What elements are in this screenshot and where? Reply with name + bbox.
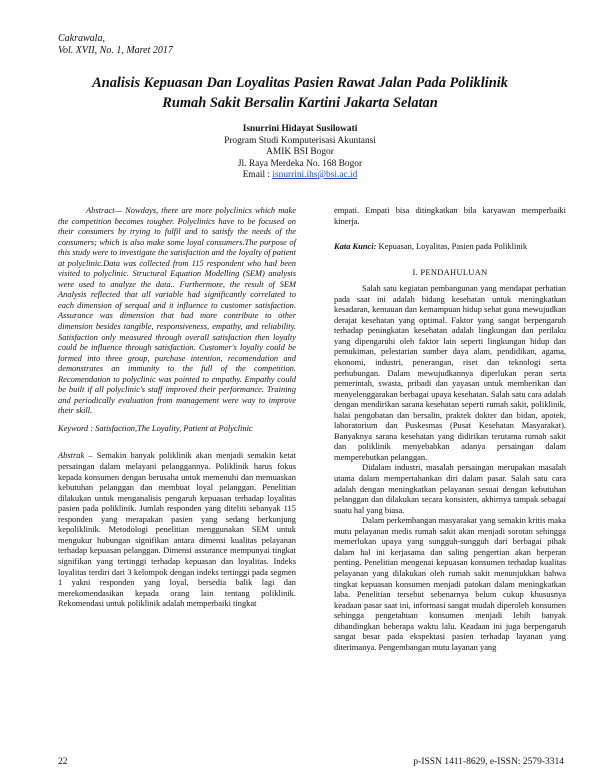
keywords-id-value: Kepuasan, Loyalitas, Pasien pada Poliklinik [376,241,528,252]
keywords-id-label: Kata Kunci: [334,241,377,252]
journal-header [58,33,173,57]
abstract-indonesian-continued: empati. Empati bisa ditingkatkan bila karyawan memperbaiki kinerja. [334,205,566,226]
journal-volume: Vol. XVII, No. 1, Maret 2017 [58,45,173,56]
title-line-2: Rumah Sakit Bersalin Kartini Jakarta Selatan [162,95,438,111]
abstract-id-body: – Semakin banyak poliklinik akan menjadi semakin ketat persaingan dalam melayani pelanggannya. Poliklinik harus fokus kepada konsumen dengan berusaha untuk memenuhi dan memuaskan kebutuhan pelanggan dan membuat loyal pelanggan. Penelitian dilakukan untuk menganalisis pengaruh kepuasan terhadap loyalitas pasien pada poliklinik. Jumlah responden yang diteliti sebanyak 115 responden yang merapakan pasien yang sedang berkunjung kepoliklinik. Metodologi penelitian menggunakan SEM untuk mengukur hubungan signifikan antara dimensi kualitas pelayanan terhadap kepuasan pelanggan. Dimensi assurance mempunyai tingkat signifikan yang tertinggi terhadap kepuasan dan loyalitas. Indeks loyalitas terdiri dari 3 kelompok dengan indeks tertinggi pada segmen 1 yakni responden yang loyal, bersedia balik lagi dan merekomendasikan kepada orang lain tentang poliklinik. Rekomendasi untuk poliklinik adalah memperbaiki tingkat [58,450,296,609]
email-label: Email : [242,170,273,180]
keywords-indonesian [334,241,566,252]
title-line-1: Analisis Kepuasan Dan Loyalitas Pasien Rawat Jalan Pada Poliklinik [92,75,508,91]
body-paragraph: Didalam industri, masalah persaingan merupakan masalah utama dalam mempertahankan diri dalam pasar. Salah satu cara adalah dengan meningkatkan pelayanan sesuai dengan kebutuhan pelanggan dan dilakukan secara konsisten, akhirnya tampak sebagai suatu hal yang biasa. [334,462,566,515]
abstract-id-lead: Abstrak [58,450,85,461]
body-paragraph: Salah satu kegiatan pembangunan yang mendapat perhatian pada saat ini adalah bidang kesehatan untuk meningkatkan kesadaran, kemauan dan kemampuan hidup sehat guna mewujudkan derajat kesehatan yang optimal. Faktor yang sangat berpengaruh terhadap peningkatan kesehatan adalah lingkungan dan perilaku yang dipengaruhi oleh faktor lain seperti lingkungan hidup dan pemukiman, pelestarian sumber daya alam, pendidikan, agama, ekonomi, industri, penerangan, riset dan teknologi serta perhubungan. Dalam mewujudkannya diperlukan peran serta pemerintah, swasta, pribadi dan yayasan untuk memberikan dan menyelenggarakan berbagai upaya kesehatan. Salah satu cara adalah dengan mendirikan sarana kesehatan seperti rumah sakit, poliklinik, balai pengobatan dan bersalin, praktek dokter dan bidan, apotek, laboratorium dan Puskesmas (Pusat Kesehatan Masyarakat). Banyaknya sarana kesehatan yang didirikan terutama rumah sakit dan poliklinik menyebabkan adanya persaingan dalam memperebutkan pelanggan. [334,283,566,462]
footer-issn: p-ISSN 1411-8629, e-ISSN: 2579-3314 [413,757,564,767]
email-link[interactable]: isnurrini.ihs@bsi.ac.id [272,170,358,180]
journal-name: Cakrawala, [58,33,105,44]
author-dept: Program Studi Komputerisasi Akuntansi [224,135,376,146]
abstract-indonesian [58,450,296,608]
body-paragraph: Dalam perkembangan masyarakat yang semakin kritis maka mutu pelayanan medis rumah sakit akan menjadi sorotan sehingga memerlukan upaya yang sungguh-sungguh dari berbagai pihak dalam hal ini kerjasama dan saling pengertian akan berperan penting. Penelitian mengenai kepuasan konsumen terhadap kualitas pelayanan yang dilakukan oleh rumah sakit menunjukkan bahwa tingkat kepuasan konsumen menjadi patokan dalam meningkatkan laba. Penelitian tersebut sebenarnya belum cukup khususnya keadaan pasar saat ini, informasi sangat mudah diperoleh konsumen sehingga pengetahuan konsumen menjadi lebih banyak dibandingkan beberapa waktu lalu. Keadaan ini juga berpengaruh sangat besar pada ekspektasi pasien terhadap layanan yang diterimanya. Pengembangan mutu layanan yang [334,515,566,652]
author-block [100,124,500,182]
page-number: 22 [58,757,68,767]
author-name: Isnurrini Hidayat Susilowati [242,124,358,134]
author-email-line [100,170,500,182]
keywords-english: Keyword : Satisfaction,The Loyality, Patient at Polyclinic [58,422,253,433]
left-column [58,205,296,609]
paper-title [40,73,560,113]
right-column [334,205,566,652]
abstract-english: Abstract— Nowdays, there are more polyclinics which make the competition becomes tougher. Polyclinics have to be focused on their consumers by trying to fulfil and to satisfy the needs of the consumers; which is also make some loyal consumers.The purpose of this study were to investigate the satisfaction and the loyalty of patient at polyclinic.Data was collected from 115 respondent who had been visited to polyclinic. Structural Equation Modelling (SEM) analysis were used to analyze the data.. Furthermore, the result of SEM Analysis reflected that all variable had significantly correlated to each dimension of serqual and it influence to customer satisfaction. Assurance was dimension that had more contribute to other dimension besides tangible, responsiveness, empathy, and reliability. Satisfaction only measured through overall satisfaction then loyalty could be influence through satisfaction. Customer's loyalty could be formed into three group, purchase intention, recomendation and demonstrates an immunity to the full of the competition. Recomendation to polyclinic was pointed to empathy. Empathy could be built if all polyclinic's staff improved their performance. Training and periodically evaluation from management were way to improve their skill. [58,205,296,416]
author-address: Jl. Raya Merdeka No. 168 Bogor [237,158,363,169]
author-institution: AMIK BSI Bogor [266,147,334,157]
section-heading: I. PENDAHULUAN [412,266,488,277]
